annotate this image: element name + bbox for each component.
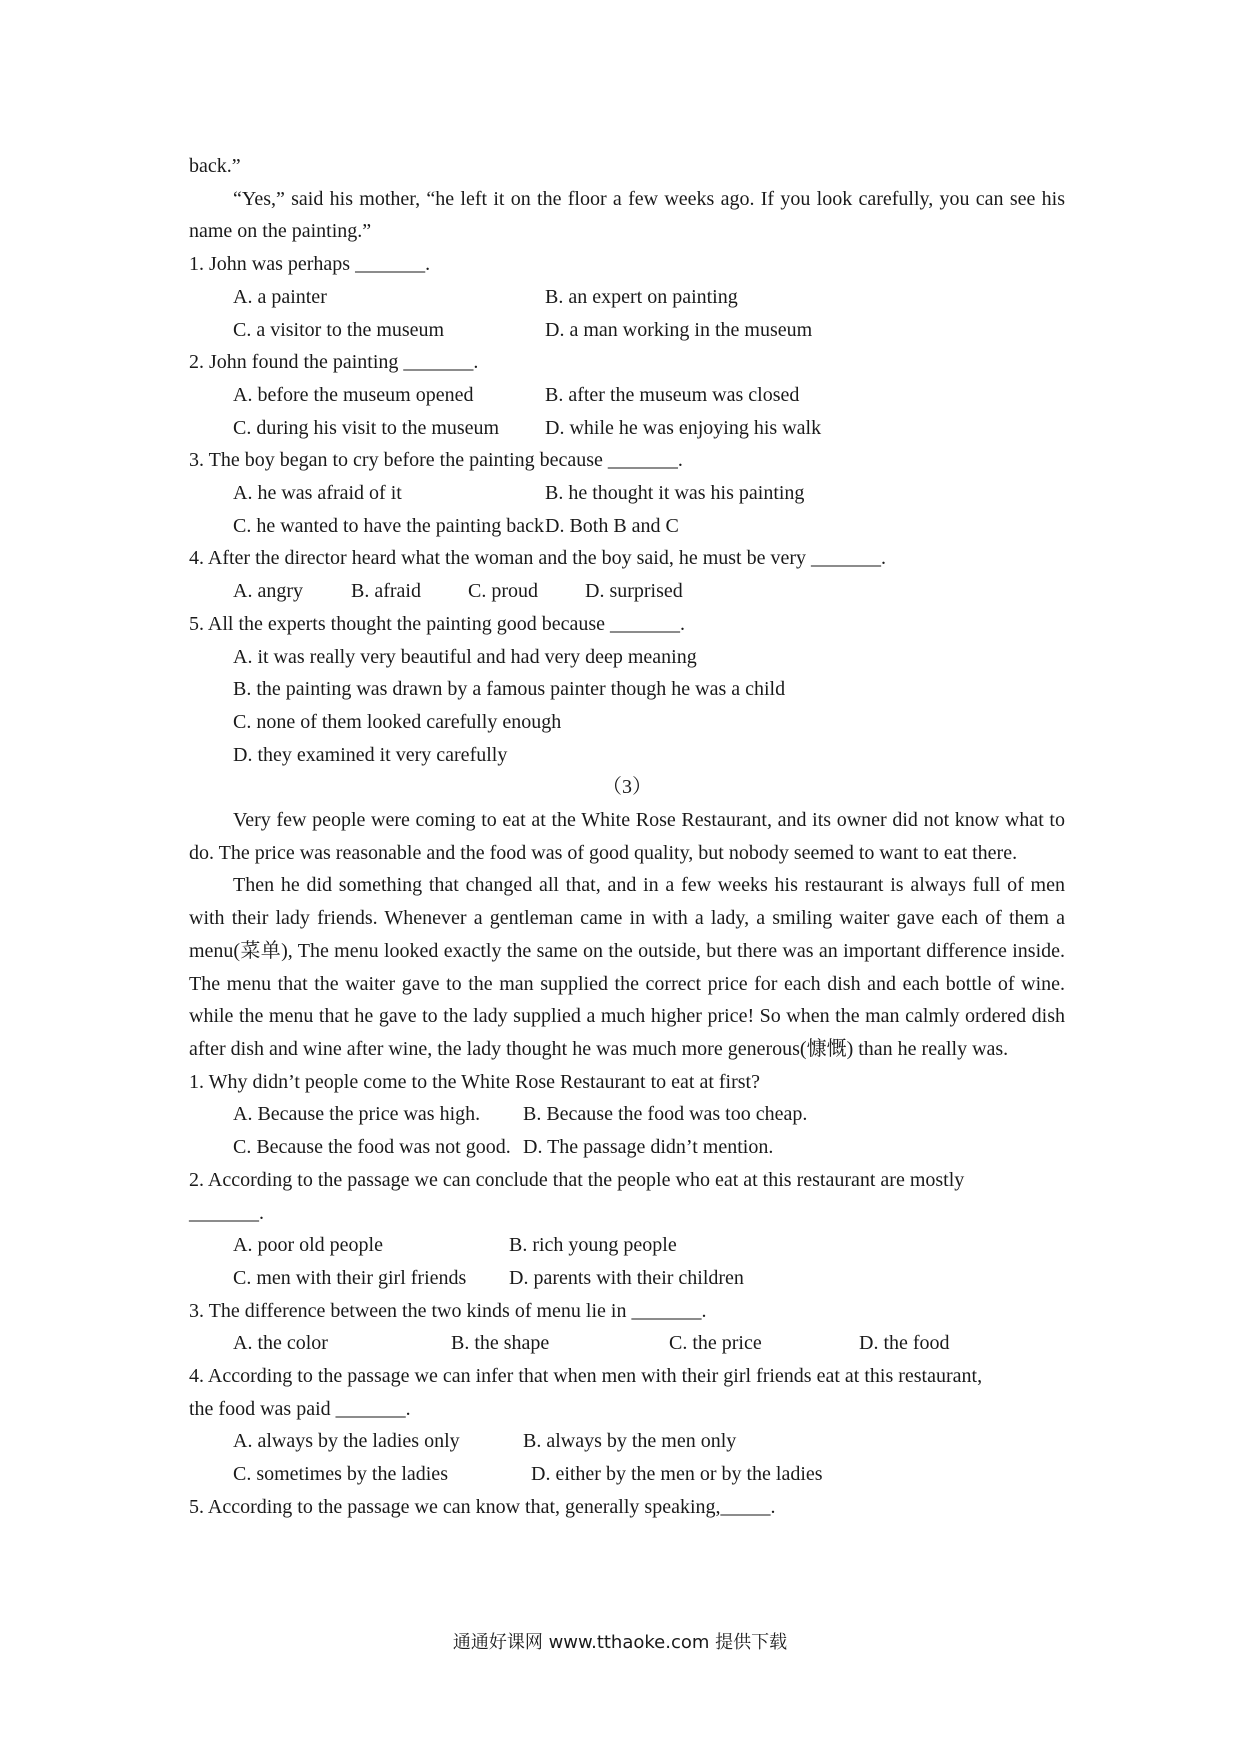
passage-paragraph: “Yes,” said his mother, “he left it on the floor a few weeks ago. If you look carefully, you can see his name on the painting.” [189, 187, 1065, 243]
option-row [189, 1425, 1065, 1458]
option: C. none of them looked carefully enough [233, 710, 562, 733]
option-row [189, 739, 1065, 772]
option-row [189, 510, 1065, 543]
option: B. the painting was drawn by a famous painter though he was a child [233, 678, 786, 701]
option: A. before the museum opened [233, 383, 474, 406]
option: A. Because the price was high. [233, 1103, 481, 1126]
option: A. he was afraid of it [233, 482, 402, 505]
option-row [189, 314, 1065, 347]
question-stem-continued: the food was paid _______. [189, 1397, 411, 1420]
option: D. while he was enjoying his walk [545, 416, 822, 439]
question-stem: 5. All the experts thought the painting good because _______. [189, 612, 686, 635]
option-row [189, 1098, 1065, 1131]
option: D. Both B and C [545, 514, 679, 537]
option-row [189, 1262, 1065, 1295]
option-row [189, 379, 1065, 412]
question-stem: 2. According to the passage we can conclude that the people who eat at this restaurant are mostly [189, 1168, 965, 1191]
option-row [189, 1229, 1065, 1262]
option-row [189, 412, 1065, 445]
question-stem: 4. According to the passage we can infer that when men with their girl friends eat at this restaurant, [189, 1365, 983, 1388]
option: B. the shape [451, 1332, 550, 1355]
question-stem: 3. The difference between the two kinds of menu lie in _______. [189, 1299, 707, 1322]
question-stem: 1. John was perhaps _______. [189, 253, 431, 276]
option-row [189, 1131, 1065, 1164]
option-row [189, 575, 1065, 608]
question-stem-continued: _______. [189, 1201, 264, 1224]
passage-paragraph: Then he did something that changed all that, and in a few weeks his restaurant is always full of men with their lady friends. Whenever a gentleman came in with a lady, a smiling waiter gave each of them a menu(菜单), The menu looked exactly the same on the outside, but there was an important difference inside. The menu that the waiter gave to the man supplied the correct price for each dish and each bottle of wine. while the menu that he gave to the lady supplied a much higher price! So when the man calmly ordered dish after dish and wine after wine, the lady thought he was much more generous(慷慨) than he really was. [189, 874, 1065, 1060]
page-footer: 通通好课网 www.tthaoke.com 提供下载 [452, 1632, 788, 1653]
option: A. a painter [233, 285, 327, 308]
option: B. he thought it was his painting [545, 482, 805, 505]
option: D. they examined it very carefully [233, 743, 508, 766]
option: C. proud [468, 580, 538, 603]
question-stem: 5. According to the passage we can know that, generally speaking,_____. [189, 1495, 776, 1518]
option: C. the price [669, 1332, 762, 1355]
document-page [189, 150, 1065, 1524]
option: C. sometimes by the ladies [233, 1463, 448, 1486]
question-stem: 3. The boy began to cry before the painting because _______. [189, 449, 683, 472]
passage-paragraph: Very few people were coming to eat at the White Rose Restaurant, and its owner did not know what to do. The price was reasonable and the food was of good quality, but nobody seemed to want to eat there. [189, 809, 1065, 864]
option: C. a visitor to the museum [233, 318, 445, 341]
option: A. poor old people [233, 1234, 383, 1257]
option: B. an expert on painting [545, 285, 738, 308]
option: A. it was really very beautiful and had very deep meaning [233, 645, 697, 668]
option-row [189, 1327, 1065, 1360]
option: B. afraid [351, 580, 421, 603]
option: C. during his visit to the museum [233, 416, 500, 439]
option: D. surprised [585, 580, 683, 603]
option: D. either by the men or by the ladies [531, 1463, 823, 1486]
option: D. The passage didn’t mention. [523, 1136, 774, 1159]
question-stem: 4. After the director heard what the woman and the boy said, he must be very _______. [189, 547, 887, 570]
option-row [189, 706, 1065, 739]
option: A. always by the ladies only [233, 1430, 460, 1453]
option: C. men with their girl friends [233, 1266, 467, 1289]
section-title: （3） [602, 776, 652, 799]
option: D. the food [859, 1332, 950, 1355]
option: D. parents with their children [509, 1266, 744, 1289]
option: A. the color [233, 1332, 328, 1355]
option: D. a man working in the museum [545, 318, 813, 341]
option-row [189, 1458, 1065, 1491]
option: B. Because the food was too cheap. [523, 1103, 808, 1126]
option-row [189, 281, 1065, 314]
option-row [189, 641, 1065, 674]
option: B. always by the men only [523, 1430, 737, 1453]
question-stem: 2. John found the painting _______. [189, 351, 479, 374]
passage-line: back.” [189, 155, 241, 177]
option: B. rich young people [509, 1234, 677, 1257]
option: B. after the museum was closed [545, 383, 800, 406]
option-row [189, 477, 1065, 510]
option: C. he wanted to have the painting back [233, 514, 545, 537]
option: A. angry [233, 580, 303, 603]
option-row [189, 673, 1065, 706]
option: C. Because the food was not good. [233, 1136, 511, 1159]
question-stem: 1. Why didn’t people come to the White Rose Restaurant to eat at first? [189, 1070, 760, 1093]
